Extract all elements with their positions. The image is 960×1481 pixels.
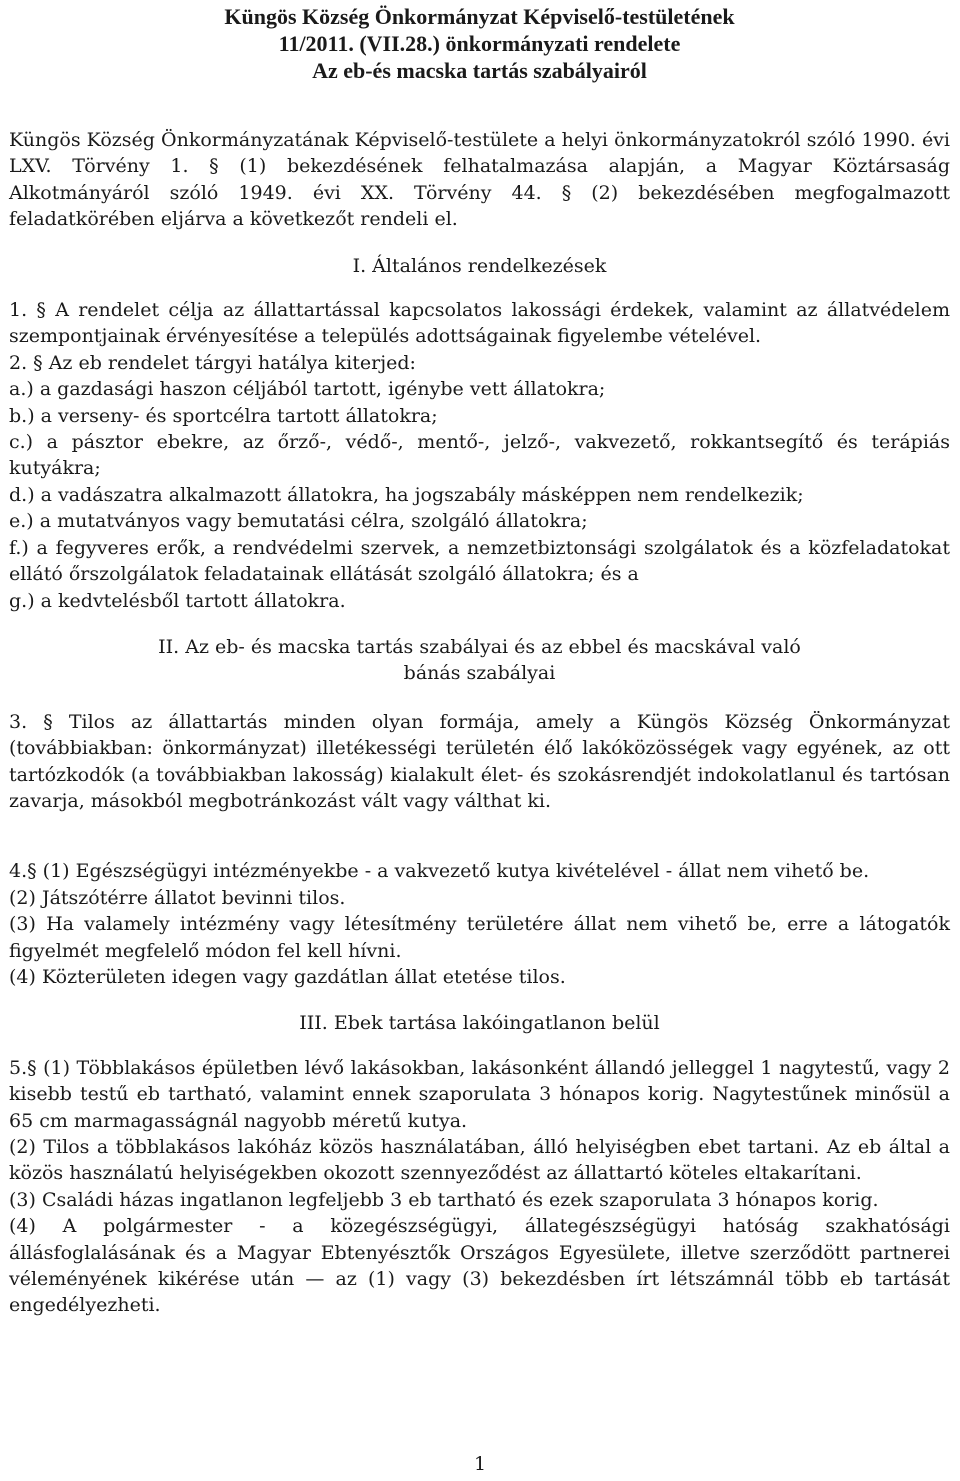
- list-item-a: a.) a gazdasági haszon céljából tartott, igénybe vett állatokra;: [9, 378, 606, 401]
- preamble-paragraph: Küngös Község Önkormányzatának Képviselő-testülete a helyi önkormányzatokról szóló 1990. évi LXV. Törvény 1. § (1) bekezdésének felhatalmazása alapján, a Magyar Köztársaság Alkotmányáról szóló 1949. évi XX. Törvény 44. § (2) bekezdésében megfogalmazott feladatkörében eljárva a következőt rendeli el.: [9, 129, 950, 231]
- document-title: [9, 3, 950, 84]
- page-number: 1: [473, 1453, 487, 1475]
- paragraph-1: 1. § A rendelet célja az állattartással kapcsolatos lakossági érdekek, valamint az állatvédelem szempontjainak érvényesítése a település adottságainak figyelembe vételével.: [9, 299, 950, 348]
- list-item-b: b.) a verseny- és sportcélra tartott állatokra;: [9, 404, 438, 427]
- paragraph-4-3: (3) Ha valamely intézmény vagy létesítmény területére állat nem vihető be, erre a látogatók figyelmét megfelelő módon fel kell hívni.: [9, 913, 950, 962]
- list-item-g: g.) a kedvtelésből tartott állatokra.: [9, 589, 346, 612]
- paragraph-5-3: (3) Családi házas ingatlanon legfeljebb 3 eb tartható és ezek szaporulata 3 hónapos korig.: [9, 1188, 879, 1211]
- paragraph-2: 2. § Az eb rendelet tárgyi hatálya kiterjed:: [9, 351, 416, 374]
- document-page: [0, 3, 960, 1319]
- paragraph-5-1: 5.§ (1) Többlakásos épületben lévő lakásokban, lakásonként állandó jelleggel 1 nagytestű, vagy 2 kisebb testű eb tartható, valamint ennek szaporulata 3 hónapos korig. Nagytestűnek minősül a 65 cm marmagasságnál nagyobb méretű kutya.: [9, 1056, 950, 1132]
- title-line-2: 11/2011. (VII.28.) önkormányzati rendelete: [278, 31, 681, 56]
- paragraph-3: 3. § Tilos az állattartás minden olyan formája, amely a Küngös Község Önkormányzat (továbbiakban: önkormányzat) illetékességi területén élő lakóközösségek vagy egyének, az ott tartózkodók (a továbbiakban lakosság) kialakult élet- és szokásrendjét indokolatlanul és tartósan zavarja, másokból megbotránkozást vált vagy válthat ki.: [9, 710, 950, 812]
- list-item-f: f.) a fegyveres erők, a rendvédelmi szervek, a nemzetbiztonsági szolgálatok és a közfeladatokat ellátó őrszolgálatok feladatainak ellátását szolgáló állatokra; és a: [9, 536, 950, 586]
- title-line-3: Az eb-és macska tartás szabályairól: [312, 58, 647, 83]
- section-heading-2: [9, 634, 950, 687]
- section-heading-1: I. Általános rendelkezések: [352, 254, 607, 277]
- title-line-1: Küngös Község Önkormányzat Képviselő-testületének: [224, 4, 735, 29]
- list-item-e: e.) a mutatványos vagy bemutatási célra, szolgáló állatokra;: [9, 510, 588, 533]
- paragraph-4-1: 4.§ (1) Egészségügyi intézményekbe - a vakvezető kutya kivételével - állat nem vihető be.: [9, 860, 870, 883]
- list-item-d: d.) a vadászatra alkalmazott állatokra, ha jogszabály másképpen nem rendelkezik;: [9, 483, 804, 506]
- paragraph-5-4: (4) A polgármester - a közegészségügyi, állategészségügyi hatóság szakhatósági állásfoglalásának és a Magyar Ebtenyésztők Országos Egyesülete, illetve szerződött partnerei véleményének kikérése után — az (1) vagy (3) bekezdésben írt létszámnál több eb tartását engedélyezheti.: [9, 1215, 950, 1317]
- section-heading-3: III. Ebek tartása lakóingatlanon belül: [299, 1012, 660, 1035]
- paragraph-5-2: (2) Tilos a többlakásos lakóház közös használatában, álló helyiségben ebet tartani. Az eb által a közös használatú helyiségekben okozott szennyeződést az állattartó köteles eltakarítani.: [9, 1136, 950, 1185]
- section-heading-2-line-1: II. Az eb- és macska tartás szabályai és az ebbel és macskával való: [158, 635, 801, 658]
- section-heading-2-line-2: bánás szabályai: [403, 662, 556, 685]
- paragraph-4-4: (4) Közterületen idegen vagy gazdátlan állat etetése tilos.: [9, 965, 566, 988]
- list-item-c: c.) a pásztor ebekre, az őrző-, védő-, mentő-, jelző-, vakvezető, rokkantsegítő és terápiás kutyákra;: [9, 431, 950, 480]
- paragraph-4-2: (2) Játszótérre állatot bevinni tilos.: [9, 886, 346, 909]
